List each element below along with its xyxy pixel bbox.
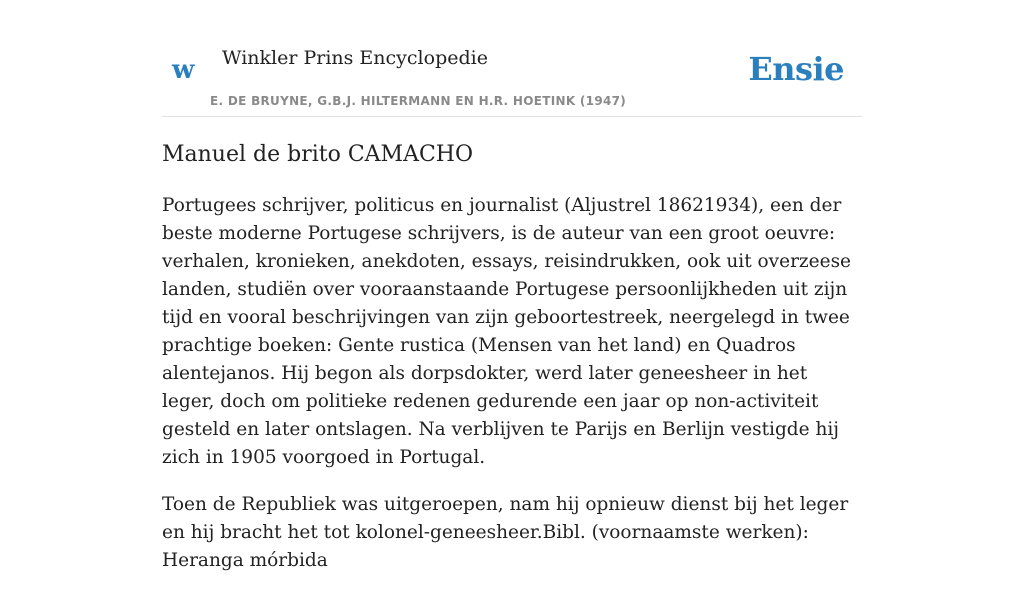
ensie-logo-link[interactable]: Ensie [748,50,844,88]
page [162,0,862,571]
authors-line: E. DE BRUYNE, G.B.J. HILTERMANN EN H.R. HOETINK (1947) [210,94,627,108]
site-title-link[interactable]: Winkler Prins Encyclopedie [222,47,488,69]
article-paragraph: Toen de Republiek was uitgeroepen, nam hij opnieuw dienst bij het leger en hij bracht het tot kolonel-geneesheer.Bibl. (voornaamste werken): Heranga mórbida [162,494,849,571]
article-paragraph: Portugees schrijver, politicus en journalist (Aljustrel 18621934), een der beste moderne Portugese schrijvers, is de auteur van een groot oeuvre: verhalen, kronieken, anekdoten, essays, reisindrukken, ook uit overzeese landen, studiën over vooraanstaande Portugese persoonlijkheden uit zijn tijd en vooral beschrijvingen van zijn geboortestreek, neergelegd in twee prachtige boeken: Gente rustica (Mensen van het land) en Quadros alentejanos. Hij begon als dorpsdokter, werd later geneesheer in het leger, doch om politieke redenen gedurende een jaar op non-activiteit gesteld en later ontslagen. Na verblijven te Parijs en Berlijn vestigde hij zich in 1905 voorgoed in Portugal. [162,195,852,468]
site-header [162,0,862,117]
article-body [162,192,862,594]
logo-w-icon[interactable]: w [172,55,195,85]
article-title: Manuel de brito CAMACHO [162,142,474,167]
